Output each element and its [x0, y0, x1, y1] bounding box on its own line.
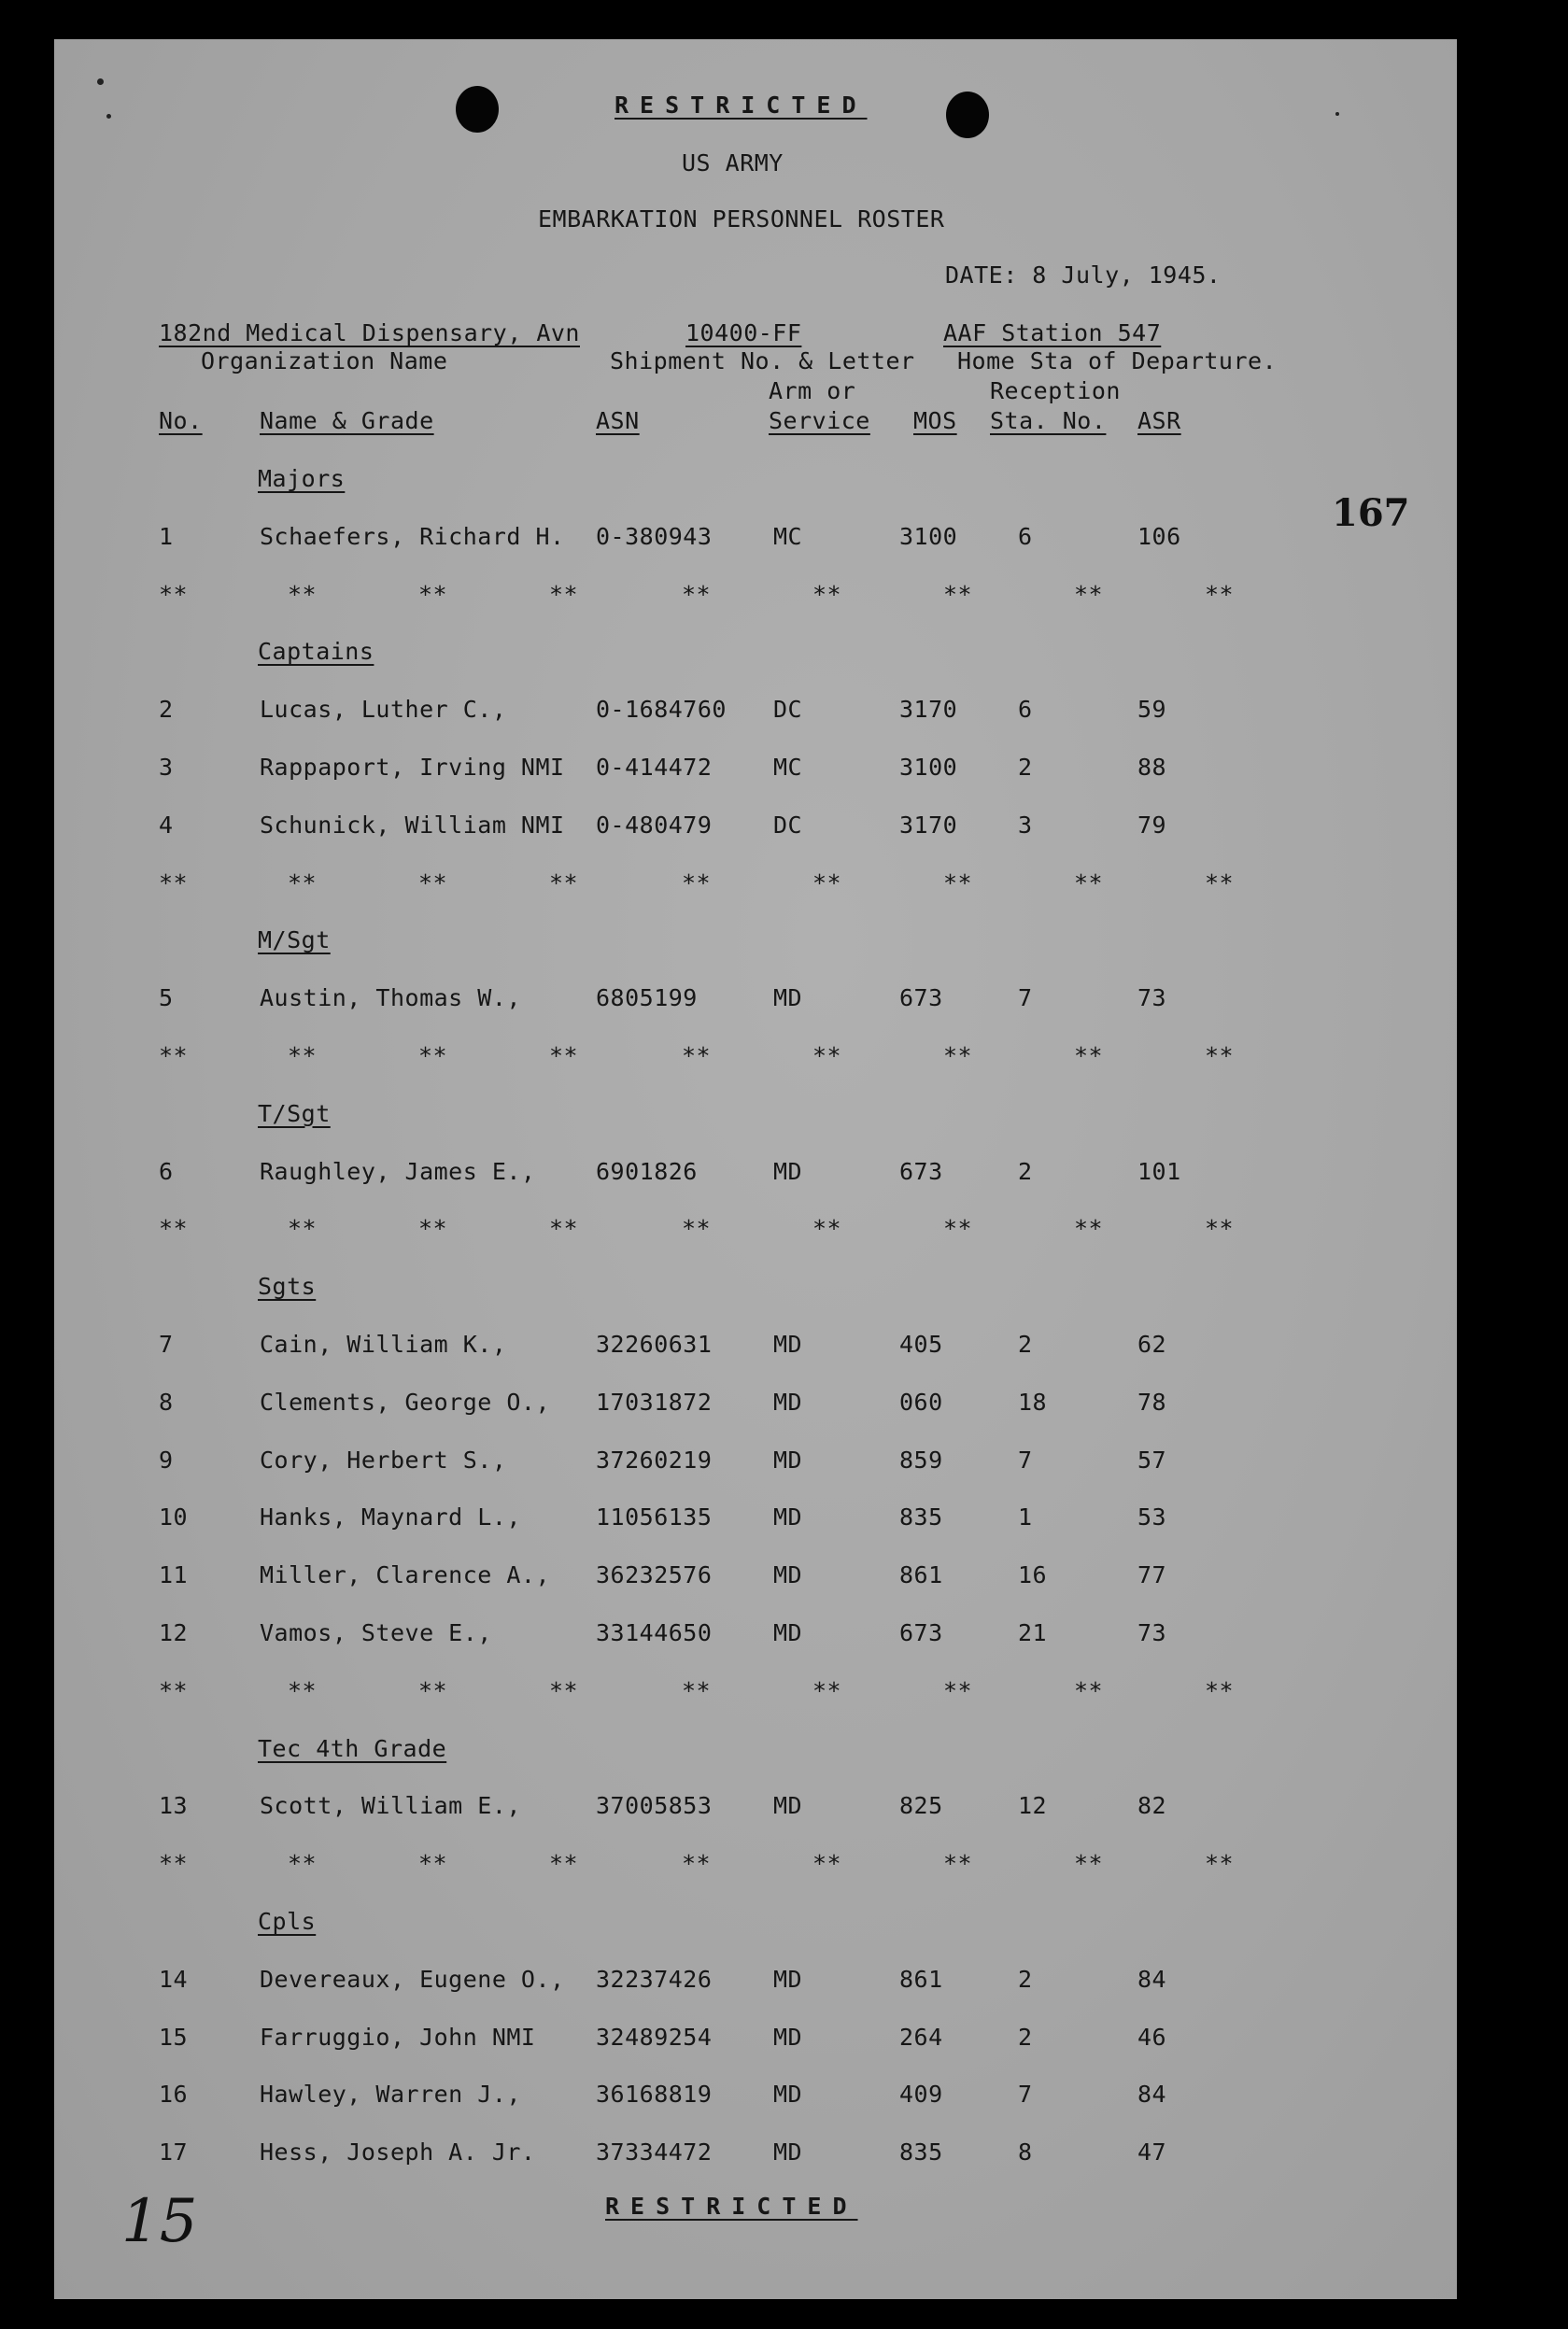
row-asn: 6805199 — [596, 984, 698, 1012]
separator-stars: ** — [159, 580, 189, 608]
row-name: Austin, Thomas W., — [260, 984, 521, 1012]
row-asr: 47 — [1137, 2138, 1167, 2167]
col-header-reception-2: Sta. No. — [990, 407, 1107, 434]
col-header-arm-1: Arm or — [769, 377, 856, 404]
row-arm: MD — [773, 1965, 803, 1993]
row-mos: 673 — [899, 1157, 943, 1185]
grade-heading: Majors — [258, 465, 346, 492]
row-asn: 32489254 — [596, 2023, 713, 2051]
col-header-asr: ASR — [1137, 407, 1181, 434]
home-station-label: Home Sta of Departure. — [957, 347, 1278, 374]
row-mos: 3100 — [899, 522, 958, 550]
row-asr: 53 — [1137, 1503, 1167, 1531]
row-name: Schunick, William NMI — [260, 811, 565, 839]
classification-bottom: RESTRICTED — [605, 2193, 858, 2220]
row-mos: 060 — [899, 1388, 943, 1416]
row-arm: MD — [773, 1619, 803, 1646]
separator-stars: ** — [812, 1042, 842, 1069]
row-asn: 36232576 — [596, 1561, 713, 1589]
row-reception-sta: 16 — [1018, 1561, 1048, 1589]
row-mos: 835 — [899, 1503, 943, 1531]
row-reception-sta: 7 — [1018, 984, 1033, 1012]
row-arm: DC — [773, 811, 803, 839]
row-asn: 37334472 — [596, 2138, 713, 2167]
row-no: 16 — [159, 2081, 189, 2109]
separator-stars: ** — [418, 580, 448, 608]
row-no: 11 — [159, 1561, 189, 1589]
punch-hole-right — [946, 92, 989, 138]
row-arm: MD — [773, 1331, 803, 1358]
separator-stars: ** — [943, 1215, 973, 1243]
row-asn: 32237426 — [596, 1965, 713, 1993]
separator-stars: ** — [1074, 1042, 1104, 1069]
shipment-label: Shipment No. & Letter — [610, 347, 915, 374]
separator-stars: ** — [812, 1850, 842, 1878]
grade-heading: Tec 4th Grade — [258, 1734, 447, 1762]
row-no: 14 — [159, 1965, 189, 1993]
separator-stars: ** — [418, 1676, 448, 1704]
separator-stars: ** — [812, 1676, 842, 1704]
row-asr: 82 — [1137, 1792, 1167, 1820]
row-arm: MD — [773, 1157, 803, 1185]
row-name: Devereaux, Eugene O., — [260, 1965, 565, 1993]
handwritten-page-number: 15 — [121, 2187, 198, 2256]
separator-stars: ** — [159, 1215, 189, 1243]
row-mos: 835 — [899, 2138, 943, 2167]
roster-title: EMBARKATION PERSONNEL ROSTER — [538, 205, 945, 233]
row-mos: 3170 — [899, 811, 958, 839]
separator-stars: ** — [549, 1042, 579, 1069]
row-no: 10 — [159, 1503, 189, 1531]
row-no: 2 — [159, 696, 174, 724]
row-name: Hess, Joseph A. Jr. — [260, 2138, 536, 2167]
separator-stars: ** — [1074, 580, 1104, 608]
row-asn: 17031872 — [596, 1388, 713, 1416]
separator-stars: ** — [1074, 868, 1104, 896]
separator-stars: ** — [288, 1042, 318, 1069]
separator-stars: ** — [812, 580, 842, 608]
col-header-reception-1: Reception — [990, 377, 1121, 404]
separator-stars: ** — [1074, 1850, 1104, 1878]
separator-stars: ** — [1205, 1042, 1235, 1069]
separator-stars: ** — [943, 868, 973, 896]
row-mos: 3170 — [899, 696, 958, 724]
row-asr: 106 — [1137, 522, 1181, 550]
classification-top: RESTRICTED — [614, 92, 868, 119]
separator-stars: ** — [288, 1215, 318, 1243]
row-arm: MD — [773, 1446, 803, 1474]
row-no: 4 — [159, 811, 174, 839]
row-reception-sta: 7 — [1018, 1446, 1033, 1474]
row-name: Farruggio, John NMI — [260, 2023, 536, 2051]
row-arm: MC — [773, 522, 803, 550]
col-header-asn: ASN — [596, 407, 640, 434]
row-arm: MD — [773, 2023, 803, 2051]
row-reception-sta: 2 — [1018, 1157, 1033, 1185]
row-no: 8 — [159, 1388, 174, 1416]
row-reception-sta: 6 — [1018, 696, 1033, 724]
row-arm: MD — [773, 1792, 803, 1820]
row-reception-sta: 2 — [1018, 754, 1033, 781]
organization-label: Organization Name — [201, 347, 448, 374]
row-arm: MD — [773, 984, 803, 1012]
row-arm: MD — [773, 2081, 803, 2109]
row-name: Miller, Clarence A., — [260, 1561, 551, 1589]
separator-stars: ** — [682, 1042, 712, 1069]
row-mos: 859 — [899, 1446, 943, 1474]
row-asr: 73 — [1137, 984, 1167, 1012]
row-asn: 6901826 — [596, 1157, 698, 1185]
row-mos: 264 — [899, 2023, 943, 2051]
row-asn: 32260631 — [596, 1331, 713, 1358]
separator-stars: ** — [812, 868, 842, 896]
row-no: 6 — [159, 1157, 174, 1185]
row-asn: 0-414472 — [596, 754, 713, 781]
row-no: 15 — [159, 2023, 189, 2051]
row-name: Rappaport, Irving NMI — [260, 754, 565, 781]
separator-stars: ** — [159, 1042, 189, 1069]
separator-stars: ** — [418, 1850, 448, 1878]
separator-stars: ** — [549, 1850, 579, 1878]
row-reception-sta: 1 — [1018, 1503, 1033, 1531]
row-reception-sta: 7 — [1018, 2081, 1033, 2109]
army-label: US ARMY — [682, 149, 784, 176]
row-name: Vamos, Steve E., — [260, 1619, 492, 1646]
row-name: Raughley, James E., — [260, 1157, 536, 1185]
row-no: 9 — [159, 1446, 174, 1474]
row-reception-sta: 8 — [1018, 2138, 1033, 2167]
separator-stars: ** — [682, 1676, 712, 1704]
speck — [97, 78, 104, 85]
row-mos: 861 — [899, 1561, 943, 1589]
row-mos: 673 — [899, 984, 943, 1012]
row-no: 17 — [159, 2138, 189, 2167]
separator-stars: ** — [943, 1850, 973, 1878]
separator-stars: ** — [159, 1676, 189, 1704]
row-arm: MD — [773, 1561, 803, 1589]
row-asr: 62 — [1137, 1331, 1167, 1358]
row-asr: 79 — [1137, 811, 1167, 839]
row-asr: 57 — [1137, 1446, 1167, 1474]
grade-heading: Captains — [258, 638, 374, 666]
row-arm: MD — [773, 1388, 803, 1416]
row-asr: 84 — [1137, 2081, 1167, 2109]
separator-stars: ** — [1205, 1850, 1235, 1878]
row-no: 3 — [159, 754, 174, 781]
row-mos: 405 — [899, 1331, 943, 1358]
separator-stars: ** — [288, 580, 318, 608]
separator-stars: ** — [1074, 1676, 1104, 1704]
row-asn: 0-380943 — [596, 522, 713, 550]
separator-stars: ** — [1205, 1676, 1235, 1704]
row-asr: 101 — [1137, 1157, 1181, 1185]
row-mos: 409 — [899, 2081, 943, 2109]
row-mos: 673 — [899, 1619, 943, 1646]
separator-stars: ** — [549, 580, 579, 608]
row-asn: 36168819 — [596, 2081, 713, 2109]
separator-stars: ** — [288, 1850, 318, 1878]
row-reception-sta: 21 — [1018, 1619, 1048, 1646]
row-asn: 0-480479 — [596, 811, 713, 839]
separator-stars: ** — [288, 868, 318, 896]
separator-stars: ** — [418, 1042, 448, 1069]
row-asr: 73 — [1137, 1619, 1167, 1646]
separator-stars: ** — [1074, 1215, 1104, 1243]
organization-name: 182nd Medical Dispensary, Avn — [159, 319, 580, 346]
col-header-arm-2: Service — [769, 407, 870, 434]
row-arm: MD — [773, 2138, 803, 2167]
separator-stars: ** — [549, 1215, 579, 1243]
row-asr: 59 — [1137, 696, 1167, 724]
separator-stars: ** — [159, 1850, 189, 1878]
row-arm: MC — [773, 754, 803, 781]
roster-page — [54, 39, 1457, 2299]
row-no: 13 — [159, 1792, 189, 1820]
stamp-number: 167 — [1332, 491, 1410, 535]
row-asr: 84 — [1137, 1965, 1167, 1993]
row-name: Hanks, Maynard L., — [260, 1503, 521, 1531]
grade-heading: T/Sgt — [258, 1099, 331, 1127]
row-name: Clements, George O., — [260, 1388, 551, 1416]
row-no: 5 — [159, 984, 174, 1012]
home-station: AAF Station 547 — [943, 319, 1162, 346]
row-arm: DC — [773, 696, 803, 724]
separator-stars: ** — [682, 1850, 712, 1878]
row-mos: 825 — [899, 1792, 943, 1820]
row-asr: 46 — [1137, 2023, 1167, 2051]
speck — [106, 114, 111, 119]
row-reception-sta: 2 — [1018, 1965, 1033, 1993]
separator-stars: ** — [418, 868, 448, 896]
row-reception-sta: 18 — [1018, 1388, 1048, 1416]
row-mos: 3100 — [899, 754, 958, 781]
col-header-name: Name & Grade — [260, 407, 434, 434]
separator-stars: ** — [1205, 868, 1235, 896]
row-reception-sta: 3 — [1018, 811, 1033, 839]
row-name: Scott, William E., — [260, 1792, 521, 1820]
row-name: Schaefers, Richard H. — [260, 522, 565, 550]
row-no: 7 — [159, 1331, 174, 1358]
row-asn: 37005853 — [596, 1792, 713, 1820]
separator-stars: ** — [549, 1676, 579, 1704]
separator-stars: ** — [418, 1215, 448, 1243]
col-header-mos: MOS — [913, 407, 957, 434]
separator-stars: ** — [1205, 1215, 1235, 1243]
separator-stars: ** — [682, 1215, 712, 1243]
row-mos: 861 — [899, 1965, 943, 1993]
row-reception-sta: 12 — [1018, 1792, 1048, 1820]
separator-stars: ** — [159, 868, 189, 896]
punch-hole-left — [456, 86, 499, 133]
row-name: Cain, William K., — [260, 1331, 507, 1358]
row-no: 1 — [159, 522, 174, 550]
row-no: 12 — [159, 1619, 189, 1646]
col-header-no: No. — [159, 407, 203, 434]
separator-stars: ** — [943, 580, 973, 608]
row-name: Hawley, Warren J., — [260, 2081, 521, 2109]
separator-stars: ** — [682, 580, 712, 608]
row-asr: 78 — [1137, 1388, 1167, 1416]
grade-heading: Sgts — [258, 1273, 317, 1301]
row-name: Lucas, Luther C., — [260, 696, 507, 724]
row-reception-sta: 2 — [1018, 1331, 1033, 1358]
row-name: Cory, Herbert S., — [260, 1446, 507, 1474]
grade-heading: M/Sgt — [258, 926, 331, 954]
row-asn: 0-1684760 — [596, 696, 727, 724]
separator-stars: ** — [549, 868, 579, 896]
row-arm: MD — [773, 1503, 803, 1531]
separator-stars: ** — [943, 1042, 973, 1069]
separator-stars: ** — [682, 868, 712, 896]
separator-stars: ** — [288, 1676, 318, 1704]
grade-heading: Cpls — [258, 1908, 317, 1935]
row-asn: 33144650 — [596, 1619, 713, 1646]
row-asr: 77 — [1137, 1561, 1167, 1589]
row-asr: 88 — [1137, 754, 1167, 781]
row-asn: 37260219 — [596, 1446, 713, 1474]
row-reception-sta: 2 — [1018, 2023, 1033, 2051]
row-reception-sta: 6 — [1018, 522, 1033, 550]
separator-stars: ** — [1205, 580, 1235, 608]
shipment-number: 10400-FF — [685, 319, 802, 346]
separator-stars: ** — [943, 1676, 973, 1704]
separator-stars: ** — [812, 1215, 842, 1243]
row-asn: 11056135 — [596, 1503, 713, 1531]
speck — [1335, 112, 1339, 116]
roster-date: DATE: 8 July, 1945. — [945, 261, 1222, 289]
